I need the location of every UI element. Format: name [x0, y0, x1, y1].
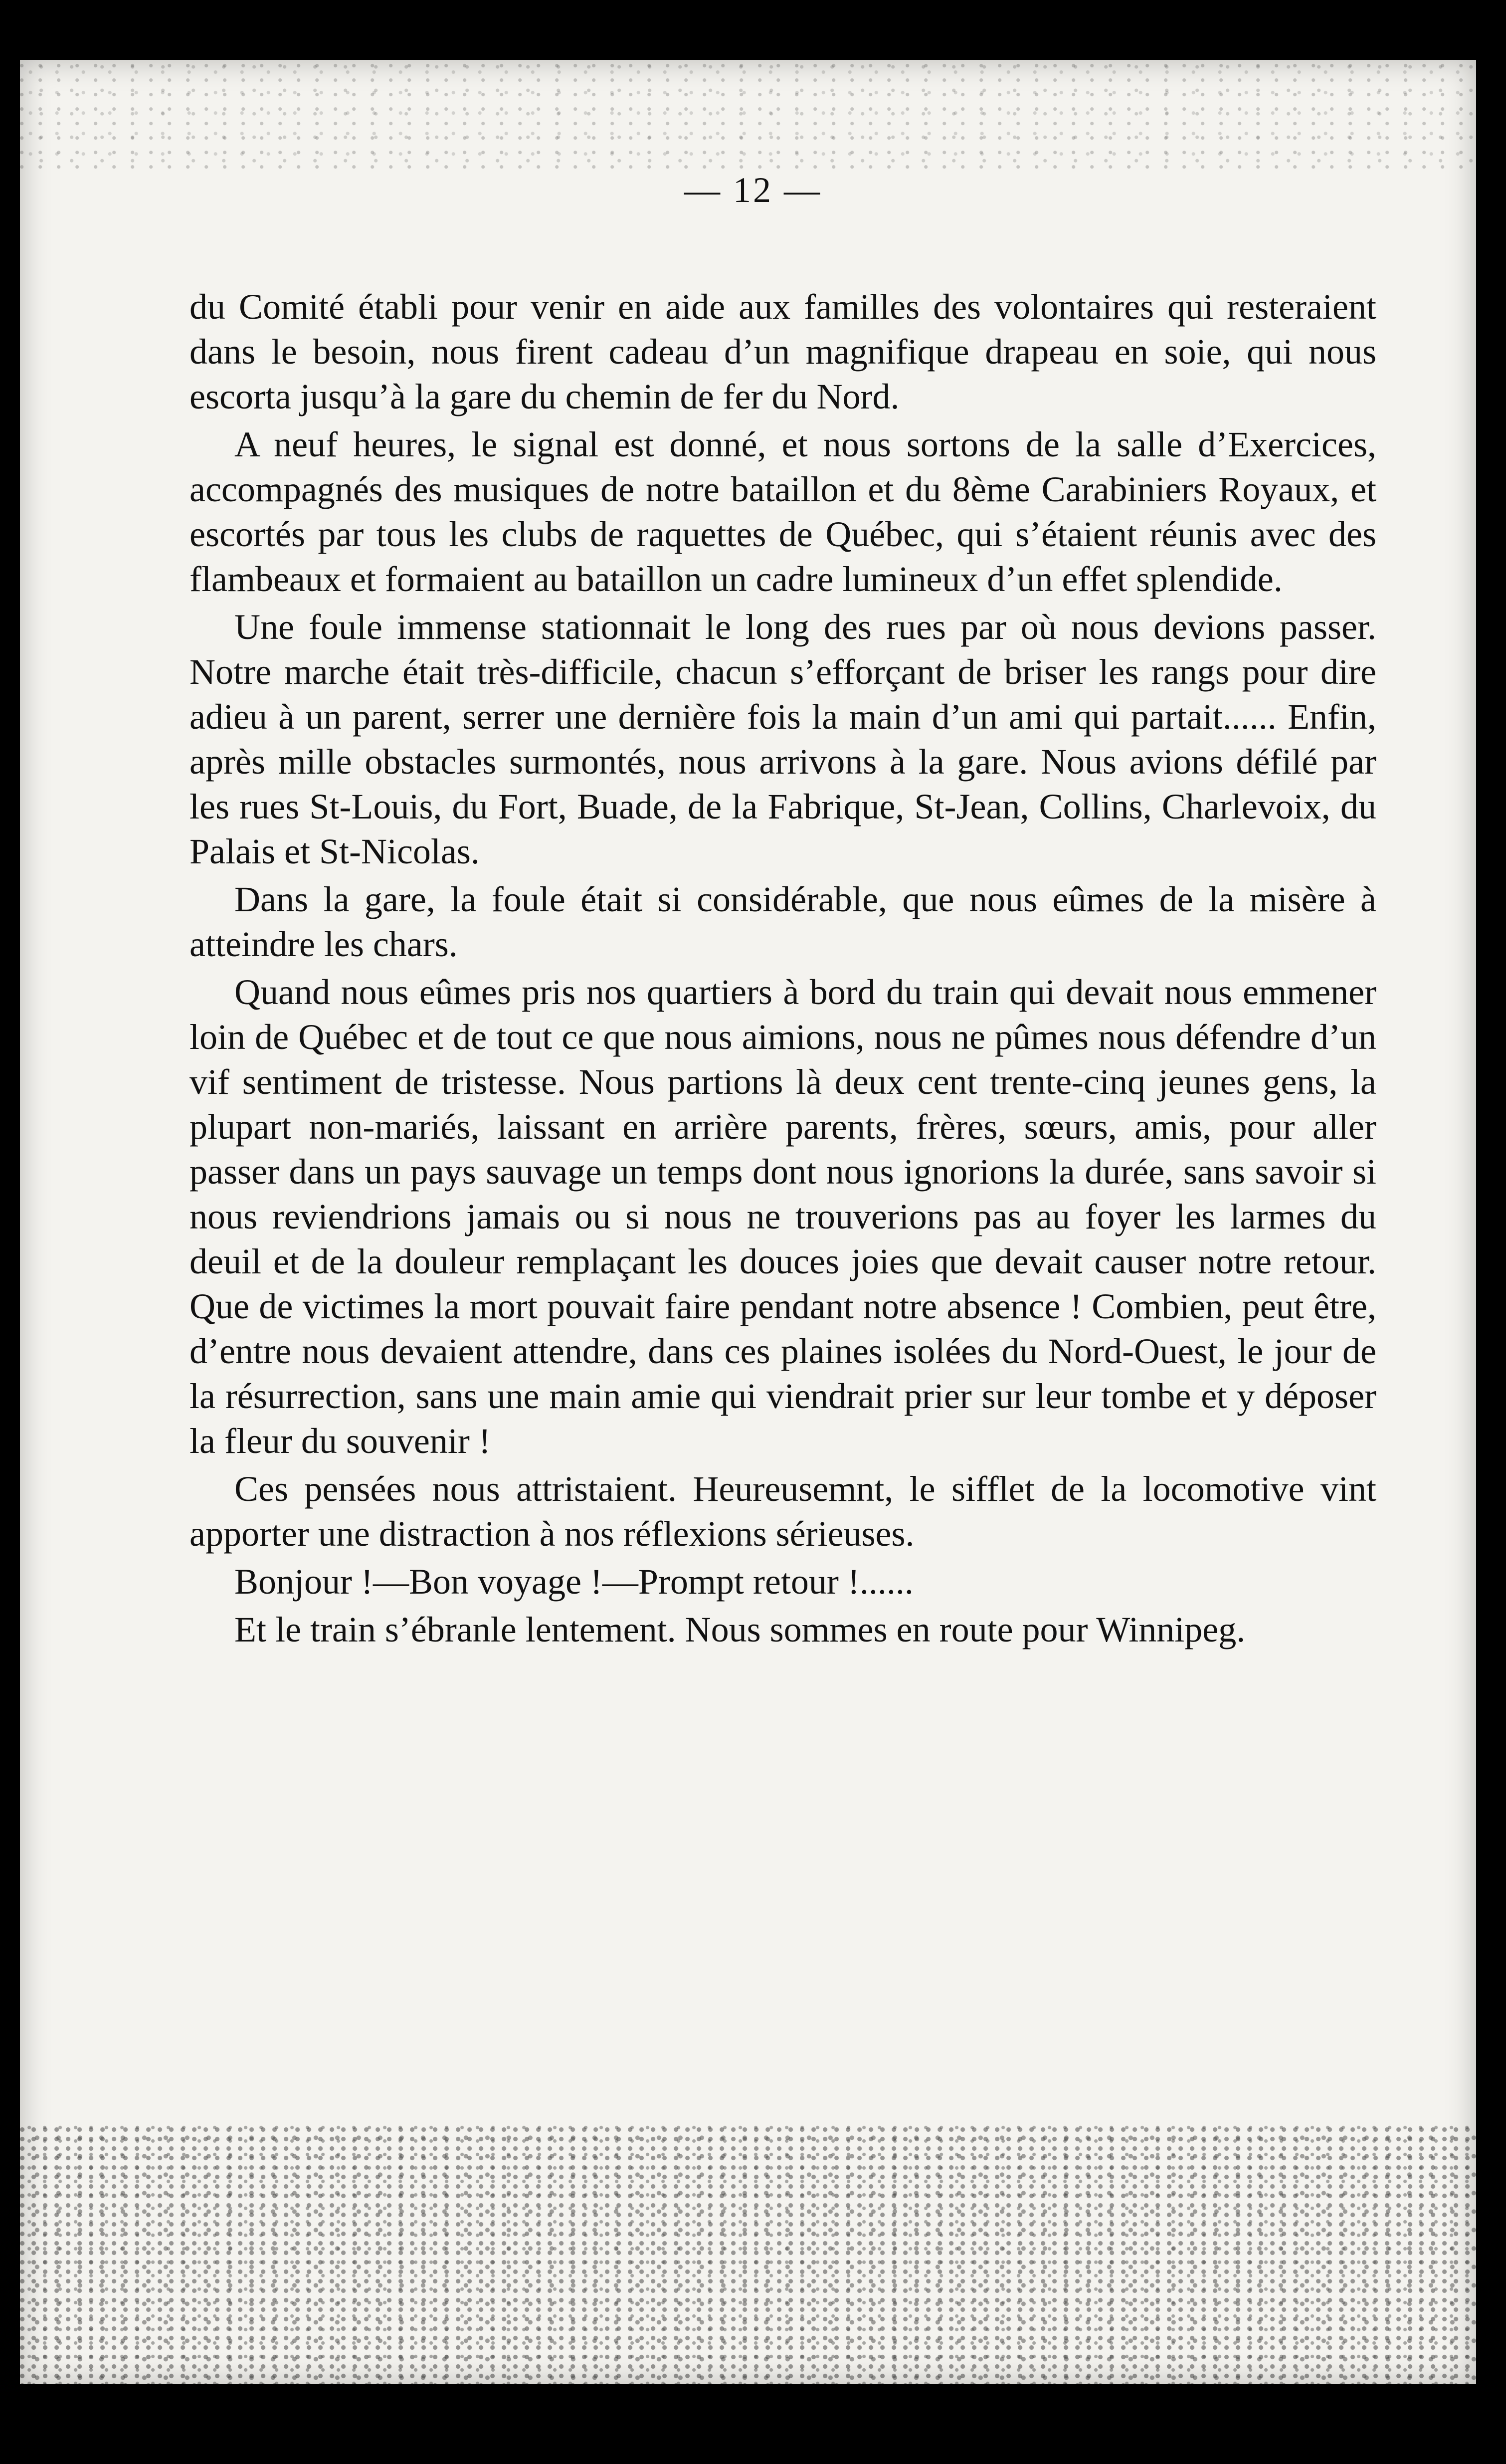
paragraph: A neuf heures, le signal est donné, et nous sortons de la salle d’Exercices, accompagnés des musiques de notre bataillon et du 8ème Carabiniers Royaux, et escortés par tous les clubs de raquettes de Québec, qui s’étaient réunis avec des flambeaux et formaient au bataillon un cadre lumineux d’un effet splendide. — [189, 424, 1376, 599]
paragraph: Et le train s’ébranle lentement. Nous sommes en route pour Winnipeg. — [234, 1610, 1246, 1649]
body-text — [189, 284, 1376, 1655]
paragraph: Une foule immense stationnait le long des rues par où nous devions passer. Notre marche était très-difficile, chacun s’efforçant de briser les rangs pour dire adieu à un parent, serrer une dernière fois la main d’un ami qui partait...... Enfin, après mille obstacles surmontés, nous arrivons à la gare. Nous avions défilé par les rues St-Louis, du Fort, Buade, de la Fabrique, St-Jean, Collins, Charlevoix, du Palais et St-Nicolas. — [189, 607, 1376, 871]
paragraph: Ces pensées nous attristaient. Heureusemnt, le sifflet de la locomotive vint apporter une distraction à nos réflexions sérieuses. — [189, 1469, 1376, 1554]
paragraph: du Comité établi pour venir en aide aux familles des volontaires qui resteraient dans le besoin, nous firent cadeau d’un magnifique drapeau en soie, qui nous escorta jusqu’à la gare du chemin de fer du Nord. — [189, 287, 1376, 416]
paragraph: Bonjour !—Bon voyage !—Prompt retour !...... — [234, 1562, 914, 1602]
paragraph: Quand nous eûmes pris nos quartiers à bord du train qui devait nous emmener loin de Québec et de tout ce que nous aimions, nous ne pûmes nous défendre d’un vif sentiment de tristesse. Nous partions là deux cent trente-cinq jeunes gens, la plupart non-mariés, laissant en arrière parents, frères, sœurs, amis, pour aller passer dans un pays sauvage un temps dont nous ignorions la durée, sans savoir si nous reviendrions jamais ou si nous ne trouverions pas au foyer les larmes du deuil et de la douleur remplaçant les douces joies que devait causer notre retour. Que de victimes la mort pouvait faire pendant notre absence ! Combien, peut être, d’entre nous devaient attendre, dans ces plaines isolées du Nord-Ouest, le jour de la résurrection, sans une main amie qui viendrait prier sur leur tombe et y déposer la fleur du souvenir ! — [189, 972, 1376, 1461]
page-number: — 12 — — [684, 170, 822, 210]
paragraph: Dans la gare, la foule était si considérable, que nous eûmes de la misère à atteindre les chars. — [189, 879, 1376, 964]
